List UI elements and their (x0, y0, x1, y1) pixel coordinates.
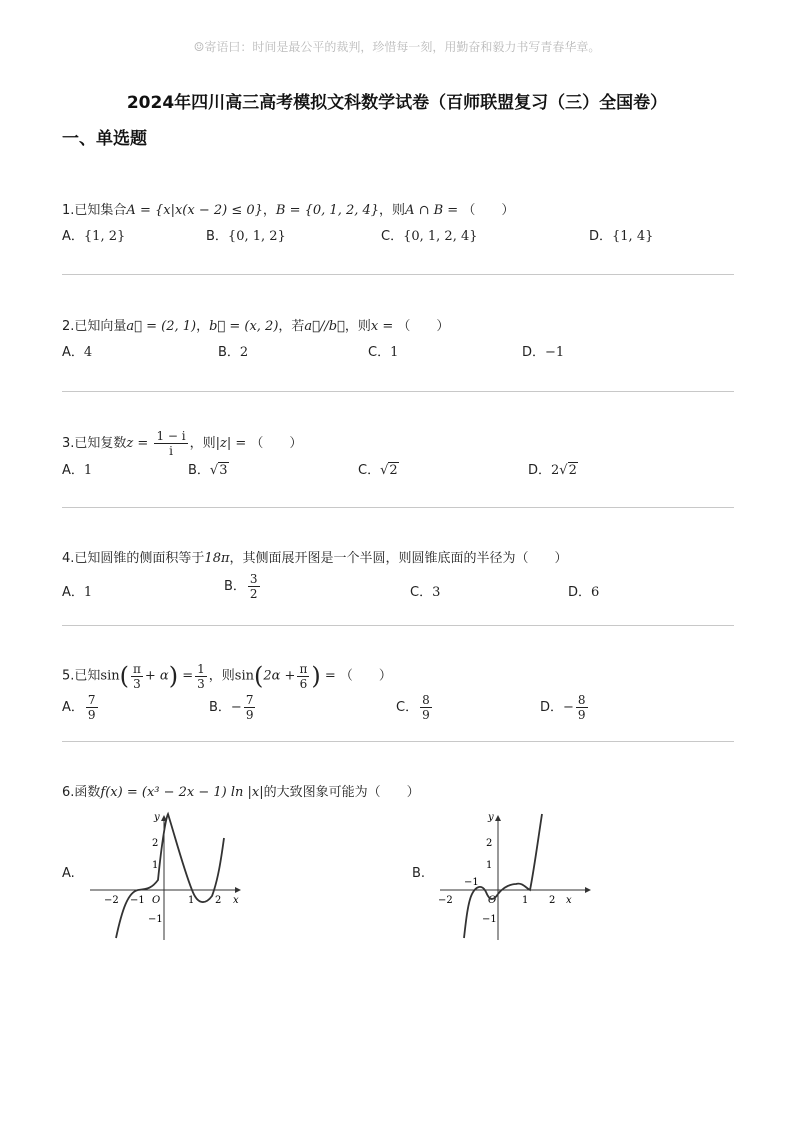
y-axis-label: y (488, 812, 494, 823)
option-d[interactable]: D．− $\frac{8}{9}$ (540, 692, 586, 722)
option-c[interactable]: C．{0, 1, 2, 4} (381, 229, 478, 244)
graph-a[interactable] (88, 810, 248, 948)
x-axis-label: x (566, 895, 572, 906)
tick-label: −1 (482, 914, 497, 925)
function-curve (116, 814, 224, 938)
tick-label: −1 (148, 914, 163, 925)
option-b[interactable]: B．− $\frac{7}{9}$ (209, 692, 254, 722)
question-5-stem: 5.已知sin( $\frac{\pi}{3}$ + α) = $\frac{1}{3}$ ，则sin(2α + $\frac{\pi}{6}$ ) = （ ） (62, 661, 392, 691)
question-2-stem: 2.已知向量a⃗ = (2, 1)，b⃗ = (x, 2)，若a⃗//b⃗，则x = （ ） (62, 319, 450, 334)
option-b[interactable]: B．{0, 1, 2} (206, 229, 286, 244)
question-2-options (62, 342, 734, 376)
x-axis-label: x (233, 895, 239, 906)
option-d[interactable]: D．−1 (522, 345, 565, 360)
question-2 (62, 316, 734, 376)
divider (62, 507, 734, 508)
question-4 (62, 548, 734, 606)
tick-label: −2 (104, 895, 119, 906)
option-b[interactable]: B．√3 (188, 463, 228, 478)
question-6-stem: 6.函数f(x) = (x³ − 2x − 1) ln |x|的大致图象可能为（ ） (62, 785, 420, 800)
option-b[interactable]: B．2 (218, 345, 249, 360)
question-1-stem: 1.已知集合A = {x|x(x − 2) ≤ 0}，B = {0, 1, 2, 4}，则A ∩ B = （ ） (62, 203, 515, 218)
tick-label: −1 (464, 877, 479, 888)
divider (62, 274, 734, 275)
graph-b-svg (438, 810, 598, 944)
tick-label: 1 (486, 860, 493, 871)
question-4-options (62, 572, 734, 606)
option-d[interactable]: D．{1, 4} (589, 229, 654, 244)
option-c[interactable]: C．1 (368, 345, 399, 360)
question-3 (62, 424, 734, 494)
option-c[interactable]: C．3 (410, 585, 441, 600)
tick-label: −2 (438, 895, 453, 906)
origin-label: O (152, 895, 161, 906)
question-3-options (62, 460, 734, 494)
graph-a-label[interactable]: A. (62, 866, 75, 881)
tick-label: 1 (152, 860, 159, 871)
function-curve (464, 814, 542, 938)
tick-label: 2 (152, 838, 159, 849)
divider (62, 625, 734, 626)
tick-label: 2 (549, 895, 556, 906)
section-heading: 一、单选题 (62, 129, 147, 149)
option-a[interactable]: A．4 (62, 345, 93, 360)
option-d[interactable]: D．6 (568, 585, 600, 600)
option-c[interactable]: C． $\frac{8}{9}$ (396, 692, 430, 722)
tick-label: −1 (130, 895, 145, 906)
question-5-options (62, 693, 734, 727)
question-6 (62, 782, 734, 804)
graph-b-label[interactable]: B. (412, 866, 426, 881)
tick-label: 2 (486, 838, 493, 849)
question-1 (62, 200, 734, 260)
origin-label: O (488, 895, 497, 906)
tick-label: 1 (188, 895, 195, 906)
fraction: $\frac{1 - i}{i}$ (156, 429, 186, 458)
option-a[interactable]: A．1 (62, 585, 93, 600)
option-a[interactable]: A．{1, 2} (62, 229, 126, 244)
option-a[interactable]: A．1 (62, 463, 93, 478)
motto-watermark: ☺寄语曰：时间是最公平的裁判，珍惜每一刻，用勤奋和毅力书写青春华章。 (193, 40, 601, 54)
tick-label: 2 (215, 895, 222, 906)
question-1-options (62, 226, 734, 260)
question-3-stem: 3.已知复数z = $\frac{1 - i}{i}$ ，则|z| = （ ） (62, 429, 303, 458)
graph-a-svg (88, 810, 248, 944)
page-title: 2024年四川高三高考模拟文科数学试卷（百师联盟复习（三）全国卷） (126, 93, 668, 113)
divider (62, 741, 734, 742)
question-5 (62, 656, 734, 727)
question-4-stem: 4.已知圆锥的侧面积等于18π，其侧面展开图是一个半圆，则圆锥底面的半径为（ ） (62, 551, 568, 566)
tick-label: 1 (522, 895, 529, 906)
divider (62, 391, 734, 392)
option-d[interactable]: D．2√2 (528, 463, 577, 478)
y-axis-label: y (154, 812, 160, 823)
option-a[interactable]: A． $\frac{7}{9}$ (62, 692, 96, 722)
option-b[interactable]: B． $\frac{3}{2}$ (224, 572, 258, 601)
option-c[interactable]: C．√2 (358, 463, 398, 478)
graph-b[interactable] (438, 810, 598, 948)
